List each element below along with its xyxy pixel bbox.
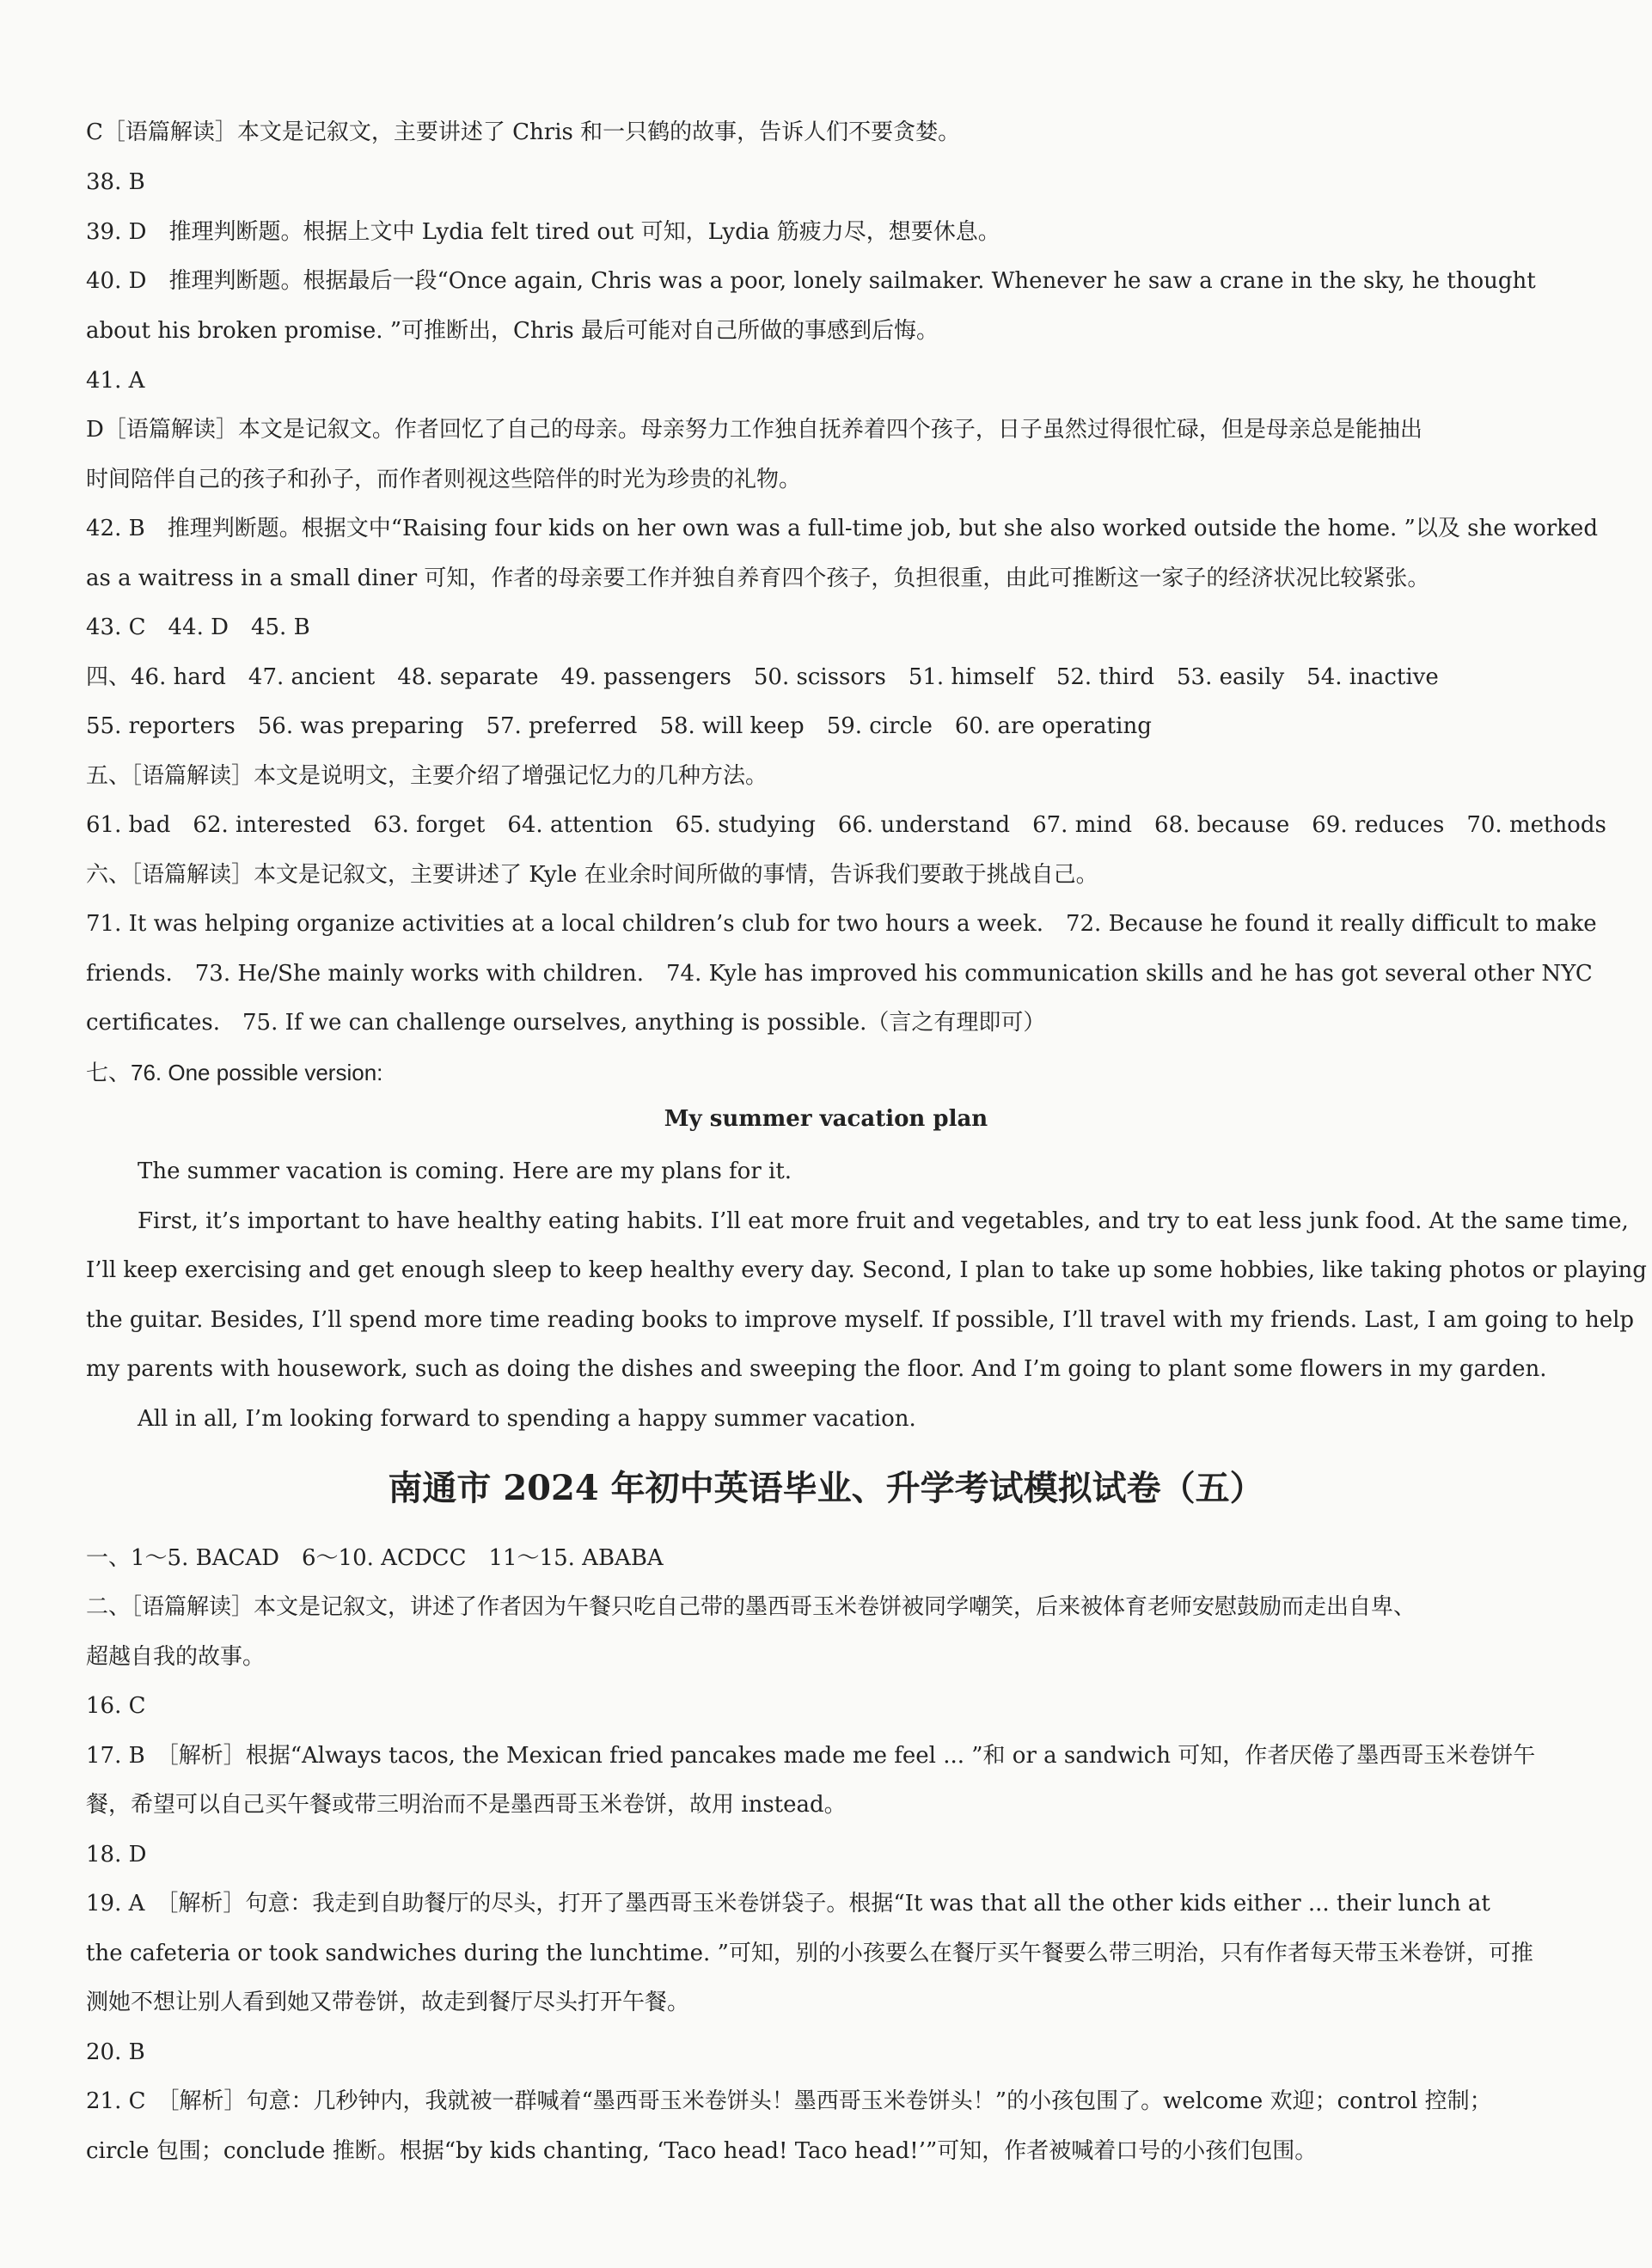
essay-paragraph: First, it’s important to have healthy eating habits. I’ll eat more fruit and vegetables, and try to eat less junk food. At the same time, bbox=[138, 1208, 1629, 1234]
text-line: 21. C ［解析］句意：几秒钟内，我就被一群喊着“墨西哥玉米卷饼头！墨西哥玉米卷饼头！”的小孩包围了。welcome 欢迎；control 控制； bbox=[86, 2088, 1492, 2114]
text-line: D［语篇解读］本文是记叙文。作者回忆了自己的母亲。母亲努力工作独自抚养着四个孩子，日子虽然过得很忙碌，但是母亲总是能抽出 bbox=[86, 417, 1423, 443]
text-line: 餐，希望可以自己买午餐或带三明治而不是墨西哥玉米卷饼，故用 instead。 bbox=[86, 1792, 847, 1818]
text-line: 41. A bbox=[86, 368, 145, 394]
text-line: 四、46. hard 47. ancient 48. separate 49. passengers 50. scissors 51. himself 52. third 53. easily 54. inactive bbox=[86, 664, 1439, 690]
text-line: 71. It was helping organize activities at a local children’s club for two hours a week. 72. Because he found it really difficult to make bbox=[86, 911, 1597, 937]
text-line: the cafeteria or took sandwiches during the lunchtime. ”可知，别的小孩要么在餐厅买午餐要么带三明治，只有作者每天带玉米卷饼，可推 bbox=[86, 1941, 1533, 1966]
text-line: 42. B 推理判断题。根据文中“Raising four kids on her own was a full-time job, but she also worked outside the home. ”以及 she worked bbox=[86, 516, 1598, 541]
text-line: C［语篇解读］本文是记叙文，主要讲述了 Chris 和一只鹤的故事，告诉人们不要贪婪。 bbox=[86, 119, 961, 145]
text-line: 40. D 推理判断题。根据最后一段“Once again, Chris was a poor, lonely sailmaker. Whenever he saw a crane in the sky, he thought bbox=[86, 268, 1536, 294]
essay-line: my parents with housework, such as doing the dishes and sweeping the floor. And I’m going to plant some flowers in my garden. bbox=[86, 1356, 1547, 1382]
essay-line: I’ll keep exercising and get enough sleep to keep healthy every day. Second, I plan to take up some hobbies, like taking photos or playing bbox=[86, 1257, 1647, 1283]
text-line: 七、76. One possible version: bbox=[86, 1060, 383, 1085]
text-line: 测她不想让别人看到她又带卷饼，故走到餐厅尽头打开午餐。 bbox=[86, 1990, 690, 2015]
text-line: friends. 73. He/She mainly works with children. 74. Kyle has improved his communication skills and he has got several other NYC bbox=[86, 961, 1593, 987]
essay-title: My summer vacation plan bbox=[664, 1106, 988, 1132]
text-line: 超越自我的故事。 bbox=[86, 1644, 266, 1670]
text-line: 38. B bbox=[86, 169, 145, 195]
text-line: 61. bad 62. interested 63. forget 64. attention 65. studying 66. understand 67. mind 68. because 69. reduces 70. methods bbox=[86, 812, 1606, 838]
text-line: 六、［语篇解读］本文是记叙文，主要讲述了 Kyle 在业余时间所做的事情，告诉我们要敢于挑战自己。 bbox=[86, 862, 1098, 888]
text-line: circle 包围；conclude 推断。根据“by kids chanting, ‘Taco head! Taco head!’”可知，作者被喊着口号的小孩们包围。 bbox=[86, 2138, 1318, 2164]
text-line: 17. B ［解析］根据“Always tacos, the Mexican fried pancakes made me feel ... ”和 or a sandwich 可知，作者厌倦了墨西哥玉米卷饼午 bbox=[86, 1743, 1536, 1769]
essay-line: the guitar. Besides, I’ll spend more time reading books to improve myself. If possible, I’ll travel with my friends. Last, I am going to help bbox=[86, 1307, 1635, 1333]
text-line: about his broken promise. ”可推断出，Chris 最后可能对自己所做的事感到后悔。 bbox=[86, 318, 939, 344]
section-title: 南通市 2024 年初中英语毕业、升学考试模拟试卷（五） bbox=[388, 1468, 1264, 1508]
text-line: 二、［语篇解读］本文是记叙文，讲述了作者因为午餐只吃自己带的墨西哥玉米卷饼被同学嘲笑，后来被体育老师安慰鼓励而走出自卑、 bbox=[86, 1594, 1416, 1620]
text-line: 18. D bbox=[86, 1842, 147, 1868]
text-line: 55. reporters 56. was preparing 57. preferred 58. will keep 59. circle 60. are operating bbox=[86, 713, 1152, 739]
text-line: 39. D 推理判断题。根据上文中 Lydia felt tired out 可知，Lydia 筋疲力尽，想要休息。 bbox=[86, 219, 1000, 245]
text-line: 时间陪伴自己的孩子和孙子，而作者则视这些陪伴的时光为珍贵的礼物。 bbox=[86, 467, 802, 492]
text-line: as a waitress in a small diner 可知，作者的母亲要工作并独自养育四个孩子，负担很重，由此可推断这一家子的经济状况比较紧张。 bbox=[86, 565, 1430, 591]
text-line: 19. A ［解析］句意：我走到自助餐厅的尽头，打开了墨西哥玉米卷饼袋子。根据“It was that all the other kids either ... their lunch at bbox=[86, 1891, 1490, 1916]
essay-paragraph: All in all, I’m looking forward to spending a happy summer vacation. bbox=[138, 1406, 916, 1432]
text-line: 一、1～5. BACAD 6～10. ACDCC 11～15. ABABA bbox=[86, 1545, 664, 1571]
text-line: certificates. 75. If we can challenge ourselves, anything is possible.（言之有理即可） bbox=[86, 1010, 1046, 1036]
essay-paragraph: The summer vacation is coming. Here are my plans for it. bbox=[138, 1158, 792, 1184]
text-line: 20. B bbox=[86, 2039, 145, 2065]
text-line: 43. C 44. D 45. B bbox=[86, 614, 310, 640]
text-line: 五、［语篇解读］本文是说明文，主要介绍了增强记忆力的几种方法。 bbox=[86, 763, 768, 789]
text-line: 16. C bbox=[86, 1693, 146, 1719]
